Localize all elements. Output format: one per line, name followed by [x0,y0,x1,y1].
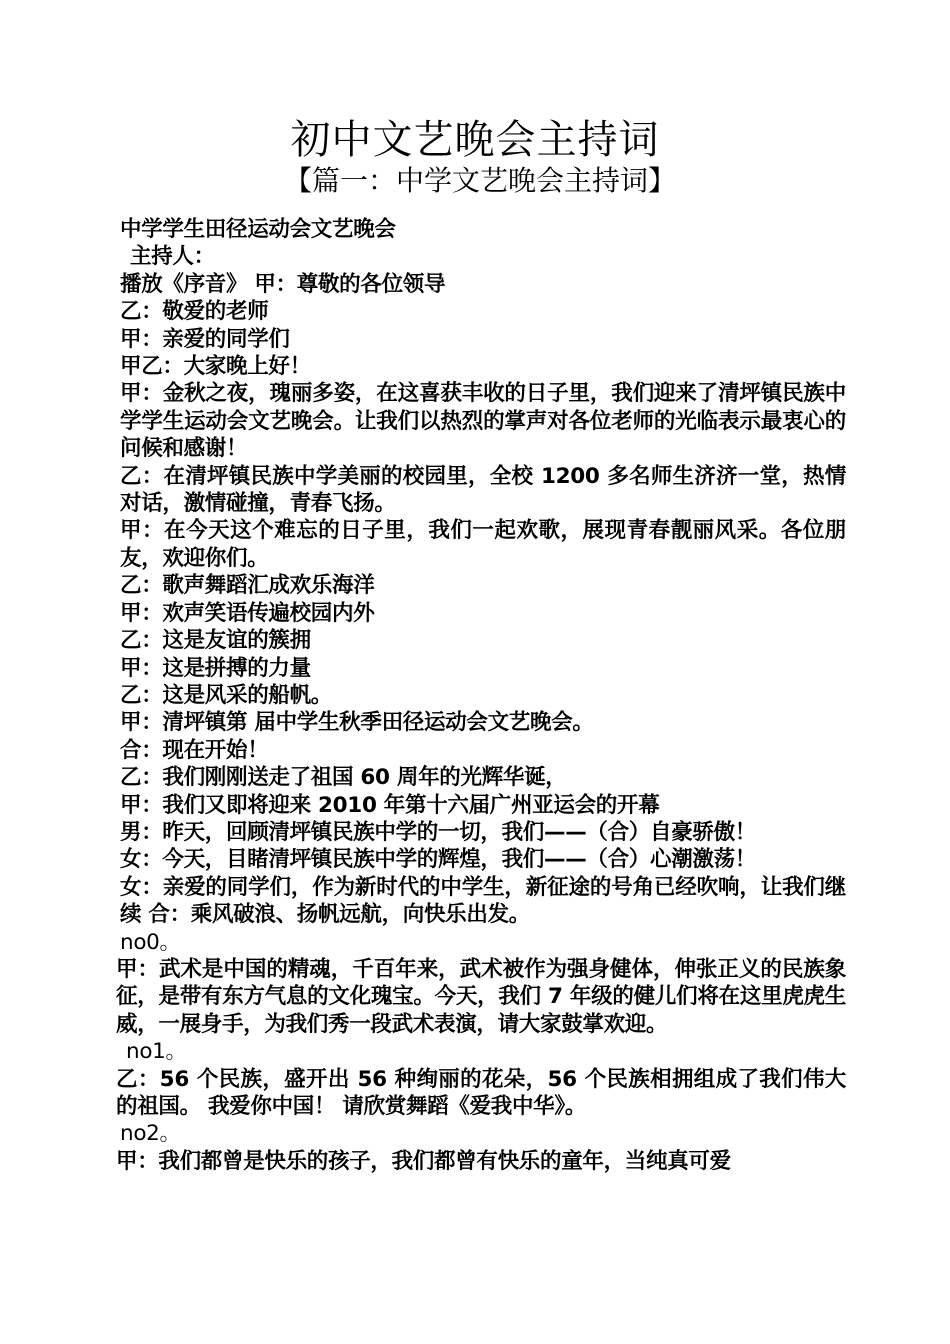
body-paragraph: 播放《序音》 甲：尊敬的各位领导 [120,271,446,297]
body-paragraph: 甲乙：大家晚上好！ [120,354,311,380]
body-paragraph: 甲：清坪镇第 届中学生秋季田径运动会文艺晚会。 [120,710,594,736]
body-paragraph: 甲：在今天这个难忘的日子里，我们一起欢歌，展现青春靓丽风采。各位朋友，欢迎你们。 [120,518,846,571]
body-paragraph: 中学学生田径运动会文艺晚会 [120,217,396,242]
body-paragraph: 乙：在清坪镇民族中学美丽的校园里，全校 1200 多名师生济济一堂，热情对话，激情碰撞，青春飞扬。 [120,463,846,517]
section-marker: no2。 [120,1121,181,1147]
body-paragraph: 甲：我们又即将迎来 2010 年第十六届广州亚运会的开幕 [120,792,660,818]
body-paragraph: 甲：武术是中国的精魂，千百年来，武术被作为强身健体，伸张正义的民族象征，是带有东方气息的文化瑰宝。今天，我们 7 年级的健儿们将在这里虎虎生威，一展身手，为我们秀一段武术表演，请大家鼓掌欢迎。 [116,956,846,1037]
body-paragraph: 合：现在开始！ [120,737,269,763]
body-paragraph: 乙：敬爱的老师 [120,299,269,325]
body-paragraph: 女：亲爱的同学们，作为新时代的中学生，新征途的号角已经吹响，让我们继续 合：乘风破浪、扬帆远航，向快乐出发。 [120,874,846,928]
body-paragraph: 甲：这是拼搏的力量 [120,655,311,681]
body-paragraph: 乙：这是友谊的簇拥 [120,628,311,654]
body-paragraph: 女：今天，目睹清坪镇民族中学的辉煌，我们——（合）心潮激荡！ [120,847,757,873]
document-subtitle: 【篇一：中学文艺晚会主持词】 [283,164,676,197]
body-paragraph: 男：昨天，回顾清坪镇民族中学的一切，我们——（合）自豪骄傲！ [120,819,757,845]
body-paragraph: 主持人： [130,244,215,270]
body-paragraph: 乙：56 个民族，盛开出 56 种绚丽的花朵，56 个民族相拥组成了我们伟大的祖国。 我爱你中国！ 请欣赏舞蹈《爱我中华》。 [116,1066,846,1119]
document-body [116,216,846,1175]
body-paragraph: 甲：亲爱的同学们 [120,326,290,352]
body-paragraph: 乙：歌声舞蹈汇成欢乐海洋 [120,573,375,599]
section-marker: no0。 [120,929,181,955]
document-title: 初中文艺晚会主持词 [290,117,660,163]
body-paragraph: 甲：欢声笑语传遍校园内外 [120,600,375,626]
body-paragraph: 乙：我们刚刚送走了祖国 60 周年的光辉华诞， [120,765,567,791]
body-paragraph: 甲：金秋之夜，瑰丽多姿，在这喜获丰收的日子里，我们迎来了清坪镇民族中学学生运动会文艺晚会。让我们以热烈的掌声对各位老师的光临表示最衷心的问候和感谢！ [120,381,846,462]
body-paragraph: 甲：我们都曾是快乐的孩子，我们都曾有快乐的童年，当纯真可爱 [116,1148,731,1174]
body-paragraph: 乙：这是风采的船帆。 [120,682,333,708]
section-marker: no1。 [126,1039,187,1065]
